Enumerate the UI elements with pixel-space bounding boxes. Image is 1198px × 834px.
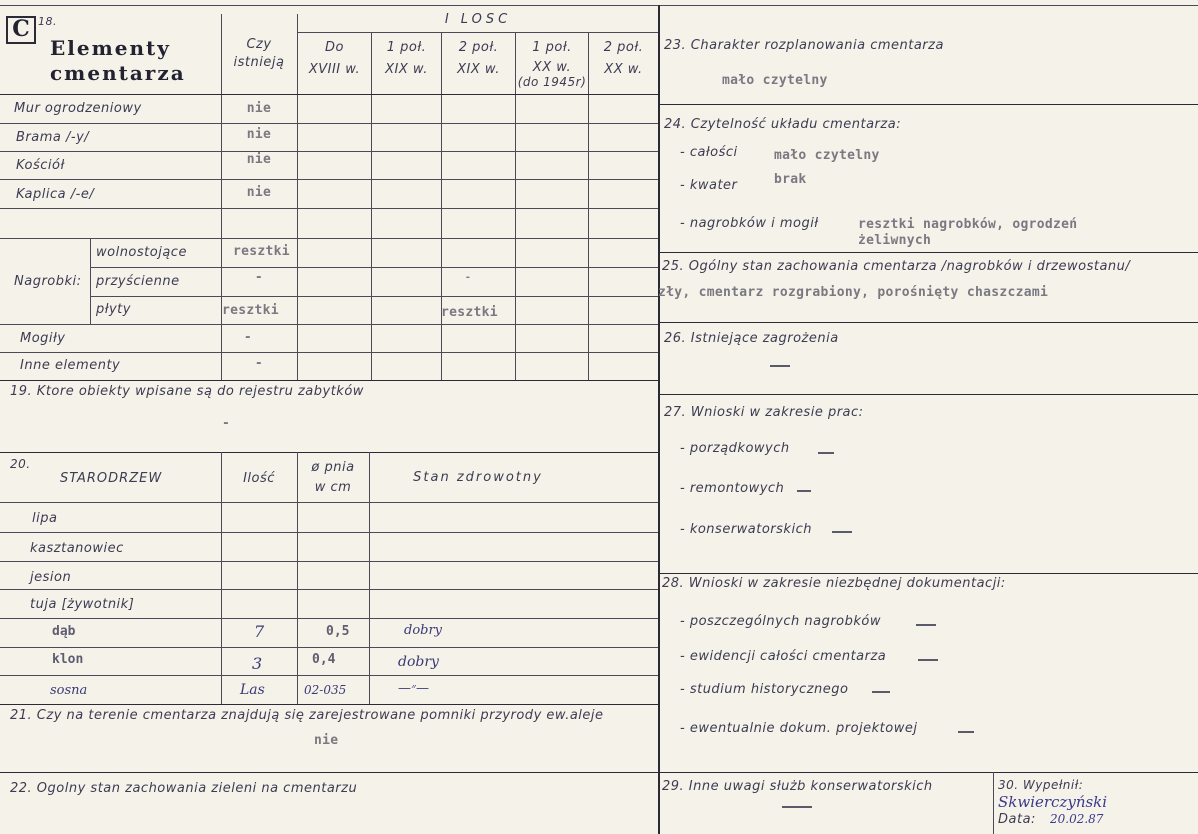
q19-value: - xyxy=(222,416,231,431)
q22-label: 22. Ogolny stan zachowania zieleni na cmentarzu xyxy=(10,781,358,796)
q27-c: - konserwatorskich xyxy=(680,522,812,537)
grid-hline xyxy=(0,589,658,590)
row-mogily-label: Mogiły xyxy=(20,331,66,346)
tree-pnia: 0,5 xyxy=(326,624,350,639)
q26-label: 26. Istniejące zagrożenia xyxy=(664,331,839,346)
q28-a-dash xyxy=(916,624,936,626)
row-inne-czy: - xyxy=(254,356,264,371)
period-4-c: (do 1945r) xyxy=(517,75,587,89)
grid-vline xyxy=(588,32,589,380)
grid-hline xyxy=(660,573,1198,574)
q29-dash xyxy=(782,806,812,808)
q23-value: mało czytelny xyxy=(722,73,828,88)
grid-hline xyxy=(0,675,658,676)
nagrobki-label: Nagrobki: xyxy=(14,274,82,289)
q27-c-dash xyxy=(832,531,852,533)
tree-stan: —״— xyxy=(398,681,429,696)
grid-hline xyxy=(0,151,658,152)
tree-stan: dobry xyxy=(404,623,443,638)
row-przysc-label: przyścienne xyxy=(96,274,180,289)
q19-label: 19. Ktore obiekty wpisane są do rejestru zabytków xyxy=(10,384,364,399)
row-plyty-label: płyty xyxy=(96,302,131,317)
tree-name: tuja [żywotnik] xyxy=(30,597,135,612)
q24-nagrobkow-value1: resztki nagrobków, ogrodzeń xyxy=(858,217,1078,232)
q20-col-name: STARODRZEW xyxy=(60,471,163,486)
period-2-b: XIX w. xyxy=(385,62,428,77)
grid-hline xyxy=(0,647,658,648)
q24-label: 24. Czytelność układu cmentarza: xyxy=(664,117,902,132)
row-kaplica-label: Kaplica /-e/ xyxy=(16,187,95,202)
row-mogily-czy: - xyxy=(243,330,253,345)
tree-name: jesion xyxy=(30,570,72,585)
row-mur-label: Mur ogrodzeniowy xyxy=(14,101,142,116)
q27-label: 27. Wnioski w zakresie prac: xyxy=(664,405,864,420)
grid-hline xyxy=(0,532,658,533)
grid-hline xyxy=(0,94,658,95)
grid-hline xyxy=(0,179,658,180)
grid-hline xyxy=(0,352,658,353)
row-przysc-czy: - xyxy=(254,270,264,285)
q20-col-pnia-b: w cm xyxy=(314,480,352,495)
row-kosciol-label: Kościół xyxy=(16,158,65,173)
q28-label: 28. Wnioski w zakresie niezbędnej dokumentacji: xyxy=(662,576,1006,591)
tree-name: lipa xyxy=(32,511,58,526)
grid-hline xyxy=(0,704,658,705)
tree-name: sosna xyxy=(50,683,88,698)
period-5-b: XX w. xyxy=(604,62,643,77)
corner-letter: C xyxy=(6,16,36,44)
q24-kwater-value: brak xyxy=(774,172,807,187)
grid-hline xyxy=(0,324,658,325)
period-4-b: XX w. xyxy=(532,60,572,75)
q27-a-dash xyxy=(818,452,834,454)
period-5-a: 2 poł. xyxy=(603,40,644,55)
tree-ilosc: 7 xyxy=(254,622,265,641)
grid-vline xyxy=(441,32,442,380)
row-wolno-label: wolnostojące xyxy=(96,245,187,260)
period-3-b: XIX w. xyxy=(457,62,500,77)
q28-a: - poszczególnych nagrobków xyxy=(680,614,881,629)
grid-hline xyxy=(0,618,658,619)
q24-nagrobkow: - nagrobków i mogił xyxy=(680,216,819,231)
q28-c-dash xyxy=(872,691,890,693)
q23-label: 23. Charakter rozplanowania cmentarza xyxy=(664,38,944,53)
q29-label: 29. Inne uwagi służb konserwatorskich xyxy=(662,779,933,794)
grid-vline xyxy=(297,452,298,704)
grid-hline xyxy=(660,104,1198,105)
grid-vline xyxy=(369,452,370,704)
q28-b-dash xyxy=(918,659,938,661)
q21-label: 21. Czy na terenie cmentarza znajdują się zarejestrowane pomniki przyrody ew.aleje xyxy=(10,708,604,723)
row-mur-czy: nie xyxy=(246,101,272,116)
period-1-b: XVIII w. xyxy=(308,62,361,77)
row-brama-label: Brama /-y/ xyxy=(16,130,90,145)
grid-vline xyxy=(221,452,222,704)
q30-data-value: 20.02.87 xyxy=(1050,812,1104,826)
tree-pnia: 0,4 xyxy=(312,652,336,667)
q25-label: 25. Ogólny stan zachowania cmentarza /nagrobków i drzewostanu/ xyxy=(662,259,1131,274)
q28-d: - ewentualnie dokum. projektowej xyxy=(680,721,918,736)
tree-pnia: 02-035 xyxy=(304,683,347,697)
q24-calosci: - całości xyxy=(680,145,738,160)
q30-label: 30. Wypełnił: xyxy=(998,778,1084,792)
section-18-num: 18. xyxy=(38,15,57,28)
grid-hline xyxy=(660,394,1198,395)
row-kosciol-czy: nie xyxy=(246,152,272,167)
q28-b: - ewidencji całości cmentarza xyxy=(680,649,887,664)
q24-kwater: - kwater xyxy=(680,178,738,193)
q30-data-label: Data: xyxy=(998,812,1036,827)
grid-hline xyxy=(660,322,1198,323)
grid-hline xyxy=(90,296,658,297)
q27-b-dash xyxy=(797,490,811,492)
q21-value: nie xyxy=(314,733,339,748)
q24-nagrobkow-value2: żeliwnych xyxy=(858,233,932,248)
grid-hline xyxy=(90,267,658,268)
row-inne-label: Inne elementy xyxy=(20,358,121,373)
grid-hline xyxy=(0,772,658,773)
q24-calosci-value: mało czytelny xyxy=(774,148,880,163)
section-title-line1: Elementy xyxy=(50,36,171,60)
q27-b: - remontowych xyxy=(680,481,785,496)
q20-col-stan: Stan zdrowotny xyxy=(413,470,543,485)
center-divider xyxy=(658,5,660,834)
grid-hline xyxy=(0,561,658,562)
grid-vline xyxy=(993,772,994,834)
grid-hline xyxy=(0,208,658,209)
row-plyty-p3: resztki xyxy=(441,305,498,320)
period-2-a: 1 poł. xyxy=(386,40,427,55)
row-wolno-czy: resztki xyxy=(233,244,290,259)
tree-ilosc: 3 xyxy=(252,654,263,673)
tree-name: dąb xyxy=(52,624,76,639)
grid-hline xyxy=(297,32,658,33)
tree-stan: dobry xyxy=(398,654,439,670)
row-kaplica-czy: nie xyxy=(246,185,272,200)
grid-vline xyxy=(90,238,91,324)
tree-ilosc: Las xyxy=(240,682,265,698)
grid-hline xyxy=(0,238,658,239)
q28-c: - studium historycznego xyxy=(680,682,849,697)
grid-hline xyxy=(660,772,1198,773)
q25-value: zły, cmentarz rozgrabiony, porośnięty chaszczami xyxy=(658,285,1049,300)
q26-dash xyxy=(770,365,790,367)
grid-hline xyxy=(0,123,658,124)
q20-col-ilosc: Ilość xyxy=(243,471,275,486)
tree-name: klon xyxy=(52,652,84,667)
grid-hline xyxy=(0,380,658,381)
grid-vline xyxy=(371,32,372,380)
row-przysc-p4: - xyxy=(464,272,472,283)
col-czy-header: Czy istnieją xyxy=(233,37,285,70)
period-1-a: Do xyxy=(325,40,344,55)
grid-hline xyxy=(0,452,658,453)
q20-num: 20. xyxy=(10,457,31,471)
grid-hline xyxy=(0,502,658,503)
q27-a: - porządkowych xyxy=(680,441,790,456)
ilosc-header: I LOSC xyxy=(444,12,512,27)
period-4-a: 1 poł. xyxy=(532,40,572,55)
section-title-line2: cmentarza xyxy=(50,61,186,85)
grid-hline xyxy=(660,252,1198,253)
period-3-a: 2 poł. xyxy=(458,40,499,55)
row-brama-czy: nie xyxy=(246,127,272,142)
q28-d-dash xyxy=(958,731,974,733)
top-border xyxy=(0,5,1198,6)
tree-name: kasztanowiec xyxy=(30,541,124,556)
q30-signature: Skwierczyński xyxy=(998,793,1108,811)
row-plyty-czy: resztki xyxy=(222,303,279,318)
q20-col-pnia-a: ø pnia xyxy=(311,460,355,475)
